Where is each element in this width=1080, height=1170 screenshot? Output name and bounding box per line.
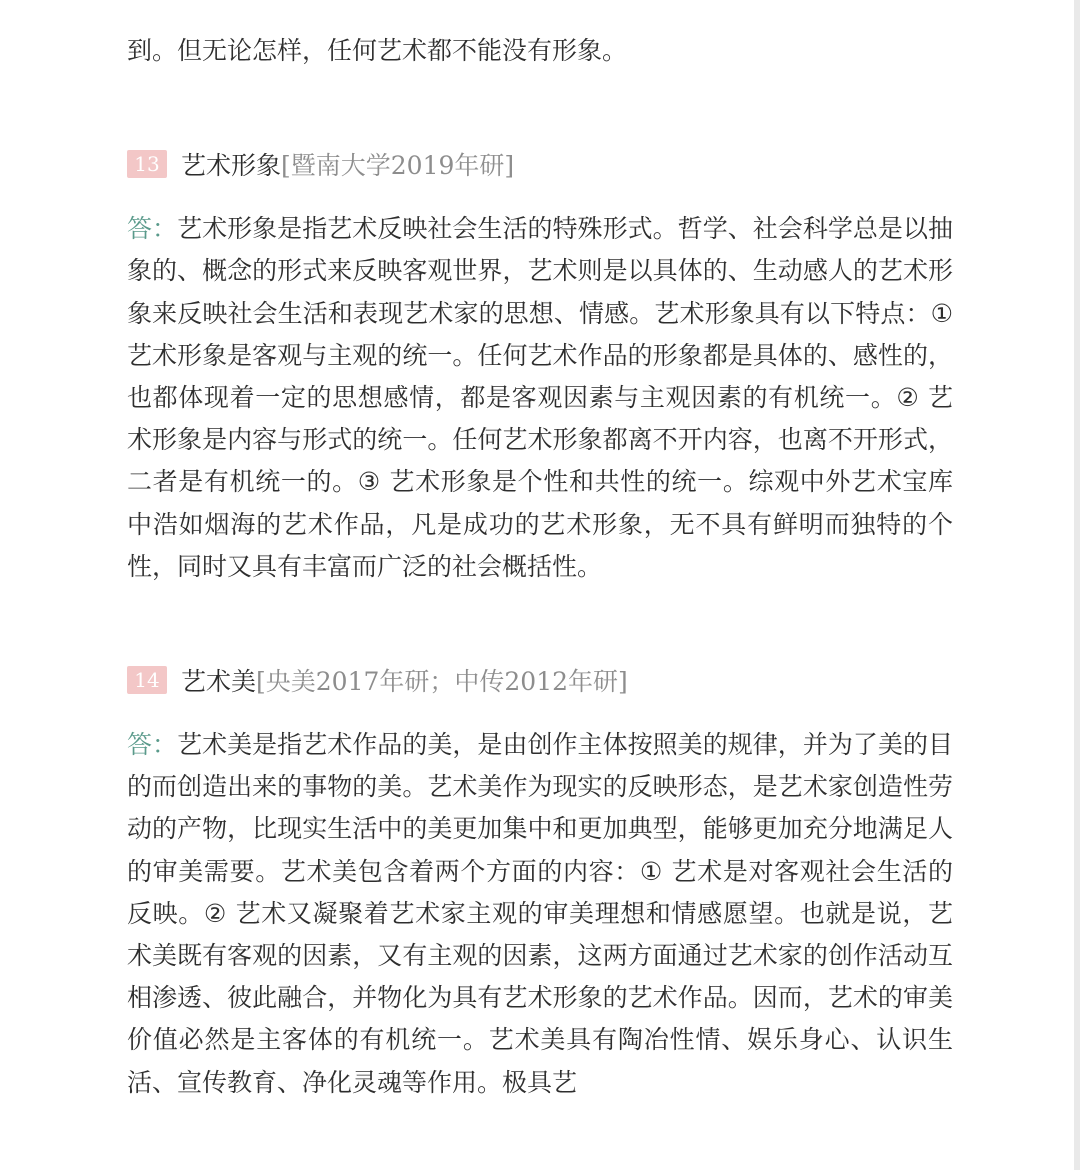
entry-term: 艺术美 bbox=[181, 667, 257, 697]
entry-13 bbox=[127, 144, 953, 588]
entry-answer bbox=[127, 208, 953, 588]
entry-source: [暨南大学2019年研] bbox=[281, 151, 515, 181]
entry-14 bbox=[127, 660, 953, 1104]
intro-paragraph: 到。但无论怎样，任何艺术都不能没有形象。 bbox=[127, 36, 628, 65]
answer-label: 答： bbox=[127, 214, 178, 244]
document-content bbox=[127, 30, 953, 1104]
answer-text: 艺术形象是指艺术反映社会生活的特殊形式。哲学、社会科学总是以抽象的、概念的形式来反映客观世界，艺术则是以具体的、生动感人的艺术形象来反映社会生活和表现艺术家的思想、情感。艺术形象具有以下特点：① 艺术形象是客观与主观的统一。任何艺术作品的形象都是具体的、感性的，也都体现着一定的思想感情，都是客观因素与主观因素的有机统一。② 艺术形象是内容与形式的统一。任何艺术形象都离不开内容，也离不开形式，二者是有机统一的。③ 艺术形象是个性和共性的统一。综观中外艺术宝库中浩如烟海的艺术作品，凡是成功的艺术形象，无不具有鲜明而独特的个性，同时又具有丰富而广泛的社会概括性。 bbox=[127, 214, 953, 581]
entry-answer bbox=[127, 724, 953, 1104]
answer-label: 答： bbox=[127, 730, 178, 760]
entry-source: [央美2017年研；中传2012年研] bbox=[256, 667, 628, 697]
right-edge-bar bbox=[1074, 0, 1080, 1170]
entry-number-badge: 13 bbox=[127, 150, 167, 178]
entry-heading bbox=[127, 144, 953, 184]
entry-term: 艺术形象 bbox=[181, 151, 282, 181]
answer-text: 艺术美是指艺术作品的美，是由创作主体按照美的规律，并为了美的目的而创造出来的事物的美。艺术美作为现实的反映形态，是艺术家创造性劳动的产物，比现实生活中的美更加集中和更加典型，能够更加充分地满足人的审美需要。艺术美包含着两个方面的内容：① 艺术是对客观社会生活的反映。② 艺术又凝聚着艺术家主观的审美理想和情感愿望。也就是说，艺术美既有客观的因素，又有主观的因素，这两方面通过艺术家的创作活动互相渗透、彼此融合，并物化为具有艺术形象的艺术作品。因而，艺术的审美价值必然是主客体的有机统一。艺术美具有陶冶性情、娱乐身心、认识生活、宣传教育、净化灵魂等作用。极具艺 bbox=[127, 730, 953, 1097]
entry-heading bbox=[127, 660, 953, 700]
entry-number-badge: 14 bbox=[127, 666, 167, 694]
